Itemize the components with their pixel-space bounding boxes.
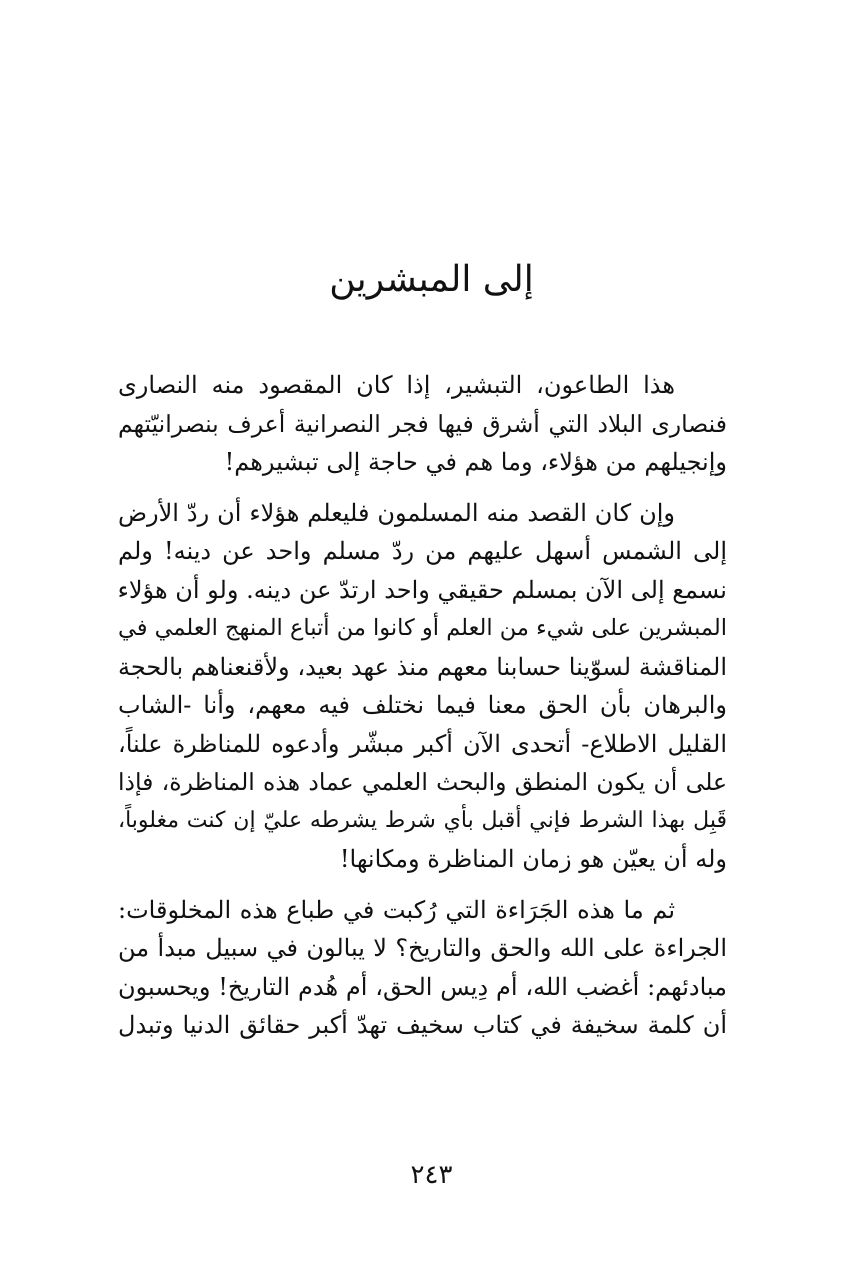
paragraph-2 xyxy=(118,494,727,879)
text-line: الجراءة على الله والحق والتاريخ؟ لا يبالون في سبيل مبدأ من xyxy=(118,934,727,962)
text-line: على أن يكون المنطق والبحث العلمي عماد هذه المناظرة، فإذا xyxy=(118,768,727,796)
paragraph-3 xyxy=(118,891,727,1045)
text-line: أن كلمة سخيفة في كتاب سخيف تهدّ أكبر حقائق الدنيا وتبدل xyxy=(118,1011,727,1039)
text-line: المبشرين على شيء من العلم أو كانوا من أتباع المنهج العلمي في xyxy=(118,615,727,641)
body-text xyxy=(118,366,727,1057)
text-line: وإن كان القصد منه المسلمون فليعلم هؤلاء أن ردّ الأرض xyxy=(118,498,675,527)
text-line: هذا الطاعون، التبشير، إذا كان المقصود منه النصارى xyxy=(118,371,675,399)
text-line: فنصارى البلاد التي أشرق فيها فجر النصرانية أعرف بنصرانيّتهم xyxy=(118,409,727,438)
text-line: المناقشة لسوّينا حسابنا معهم منذ عهد بعيد، ولأقنعناهم بالحجة xyxy=(118,652,727,681)
paragraph-1 xyxy=(118,366,727,482)
text-line: إلى الشمس أسهل عليهم من ردّ مسلم واحد عن دينه! ولم xyxy=(118,537,727,565)
page-number: ٢٤٣ xyxy=(410,1160,453,1190)
text-line: مبادئهم: أغضب الله، أم دِيس الحق، أم هُدم التاريخ! ويحسبون xyxy=(118,972,727,1001)
text-line: القليل الاطلاع- أتحدى الآن أكبر مبشّر وأدعوه للمناظرة علناً، xyxy=(118,729,727,758)
chapter-title: إلى المبشرين xyxy=(329,259,534,300)
text-line: ثم ما هذه الجَرَاءة التي رُكبت في طباع هذه المخلوقات: xyxy=(118,895,675,924)
text-line: قَبِل بهذا الشرط فإني أقبل بأي شرط يشرطه عليّ إن كنت مغلوباً، xyxy=(118,807,727,833)
text-line: والبرهان بأن الحق معنا فيما نختلف فيه معهم، وأنا -الشاب xyxy=(118,691,727,719)
text-line: نسمع إلى الآن بمسلم حقيقي واحد ارتدّ عن دينه. ولو أن هؤلاء xyxy=(117,575,727,604)
text-line: وإنجيلهم من هؤلاء، وما هم في حاجة إلى تبشيرهم! xyxy=(224,448,727,476)
text-line: وله أن يعيّن هو زمان المناظرة ومكانها! xyxy=(339,845,727,873)
